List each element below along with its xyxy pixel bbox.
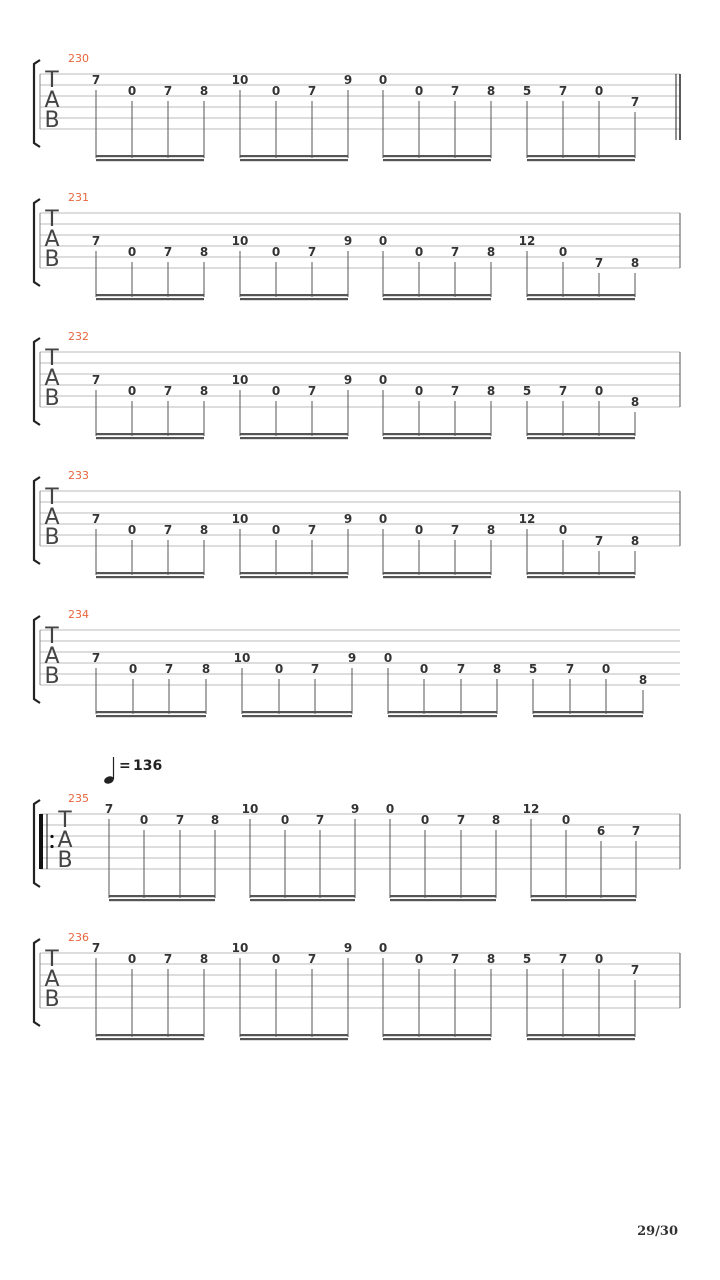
measure-number: 230 (68, 52, 89, 65)
fret-number: 9 (343, 373, 353, 387)
fret-number: 7 (91, 234, 101, 248)
tab-clef-letter: A (57, 828, 73, 853)
fret-number: 7 (164, 662, 174, 676)
fret-number: 7 (594, 534, 604, 548)
system-bracket (34, 338, 40, 425)
beam-primary (96, 572, 204, 574)
fret-number: 7 (163, 952, 173, 966)
fret-number: 0 (594, 384, 604, 398)
tab-clef-letter: B (44, 108, 60, 133)
beam-secondary (533, 715, 643, 717)
tab-system-232 (34, 330, 680, 439)
fret-number: 5 (528, 662, 538, 676)
beam-secondary (96, 437, 204, 439)
fret-number: 7 (450, 384, 460, 398)
tab-clef-letter: T (58, 808, 72, 833)
fret-number: 9 (343, 941, 353, 955)
tab-clef-letter: T (45, 485, 59, 510)
fret-number: 6 (596, 824, 606, 838)
repeat-thick-bar (39, 814, 43, 869)
beam-primary (383, 1034, 491, 1036)
fret-number: 0 (414, 245, 424, 259)
fret-number: 8 (199, 84, 209, 98)
fret-number: 9 (343, 512, 353, 526)
tempo-equals: = (119, 758, 131, 774)
fret-number: 7 (307, 384, 317, 398)
beam-primary (527, 433, 635, 435)
measure-number: 233 (68, 469, 89, 482)
tab-clef-letter: T (45, 68, 59, 93)
tab-clef-letter: A (44, 227, 60, 252)
fret-number: 0 (127, 952, 137, 966)
fret-number: 7 (104, 802, 114, 816)
beam-secondary (527, 298, 635, 300)
fret-number: 8 (486, 523, 496, 537)
fret-number: 7 (163, 384, 173, 398)
fret-number: 0 (414, 952, 424, 966)
beam-secondary (388, 715, 497, 717)
tab-clef-letter: T (45, 624, 59, 649)
fret-number: 7 (91, 941, 101, 955)
fret-number: 7 (163, 245, 173, 259)
fret-number: 5 (522, 952, 532, 966)
beam-secondary (240, 298, 348, 300)
fret-number: 9 (350, 802, 360, 816)
fret-number: 7 (631, 824, 641, 838)
fret-number: 0 (378, 512, 388, 526)
fret-number: 8 (491, 813, 501, 827)
fret-number: 0 (558, 245, 568, 259)
fret-number: 7 (310, 662, 320, 676)
fret-number: 7 (91, 512, 101, 526)
tab-system-231 (34, 191, 680, 300)
tab-clef-letter: A (44, 88, 60, 113)
fret-number: 0 (378, 73, 388, 87)
fret-number: 7 (450, 245, 460, 259)
fret-number: 8 (486, 84, 496, 98)
beam-secondary (383, 159, 491, 161)
fret-number: 7 (630, 963, 640, 977)
fret-number: 0 (378, 234, 388, 248)
beam-secondary (242, 715, 352, 717)
measure-number: 232 (68, 330, 89, 343)
tab-clef-letter: T (45, 947, 59, 972)
fret-number: 0 (594, 84, 604, 98)
beam-primary (383, 294, 491, 296)
beam-primary (240, 572, 348, 574)
beam-primary (533, 711, 643, 713)
fret-number: 10 (233, 651, 251, 665)
fret-number: 0 (271, 523, 281, 537)
fret-number: 9 (343, 234, 353, 248)
fret-number: 7 (91, 373, 101, 387)
beam-primary (96, 433, 204, 435)
beam-secondary (240, 576, 348, 578)
tab-clef-letter: B (44, 525, 60, 550)
fret-number: 8 (630, 256, 640, 270)
tab-clef-letter: A (44, 366, 60, 391)
measure-number: 235 (68, 792, 89, 805)
beam-primary (527, 294, 635, 296)
beam-secondary (527, 1038, 635, 1040)
fret-number: 8 (199, 245, 209, 259)
measure-number: 231 (68, 191, 89, 204)
fret-number: 7 (450, 84, 460, 98)
tab-system-236 (34, 931, 680, 1040)
fret-number: 7 (594, 256, 604, 270)
fret-number: 9 (347, 651, 357, 665)
beam-primary (250, 895, 355, 897)
fret-number: 0 (414, 84, 424, 98)
system-bracket (34, 199, 40, 286)
beam-secondary (240, 1038, 348, 1040)
fret-number: 7 (91, 651, 101, 665)
beam-secondary (240, 437, 348, 439)
system-bracket (34, 60, 40, 147)
fret-number: 8 (210, 813, 220, 827)
beam-secondary (390, 899, 496, 901)
fret-number: 0 (127, 245, 137, 259)
tab-clef-letter: A (44, 505, 60, 530)
fret-number: 0 (419, 662, 429, 676)
beam-primary (242, 711, 352, 713)
tab-clef-letter: T (45, 207, 59, 232)
fret-number: 7 (450, 952, 460, 966)
tab-clef-letter: T (45, 346, 59, 371)
tab-clef-letter: A (44, 967, 60, 992)
system-bracket (34, 477, 40, 564)
fret-number: 0 (420, 813, 430, 827)
beam-primary (240, 155, 348, 157)
beam-secondary (527, 576, 635, 578)
tab-system-235 (34, 792, 680, 901)
beam-primary (96, 711, 206, 713)
fret-number: 0 (127, 84, 137, 98)
beam-secondary (527, 159, 635, 161)
fret-number: 8 (492, 662, 502, 676)
fret-number: 7 (315, 813, 325, 827)
beam-secondary (96, 298, 204, 300)
beam-primary (240, 1034, 348, 1036)
beam-primary (96, 1034, 204, 1036)
fret-number: 0 (385, 802, 395, 816)
tab-system-230 (34, 52, 680, 161)
tab-clef-letter: B (44, 987, 60, 1012)
fret-number: 10 (231, 941, 249, 955)
fret-number: 12 (518, 234, 536, 248)
fret-number: 0 (127, 384, 137, 398)
system-bracket (34, 939, 40, 1026)
fret-number: 7 (175, 813, 185, 827)
fret-number: 10 (231, 73, 249, 87)
fret-number: 5 (522, 84, 532, 98)
fret-number: 0 (139, 813, 149, 827)
fret-number: 0 (128, 662, 138, 676)
fret-number: 7 (450, 523, 460, 537)
fret-number: 12 (518, 512, 536, 526)
fret-number: 0 (594, 952, 604, 966)
fret-number: 7 (163, 523, 173, 537)
beam-secondary (96, 715, 206, 717)
beam-primary (531, 895, 636, 897)
fret-number: 8 (199, 952, 209, 966)
beam-primary (388, 711, 497, 713)
measure-number: 234 (68, 608, 89, 621)
fret-number: 7 (307, 245, 317, 259)
fret-number: 8 (201, 662, 211, 676)
repeat-dot (50, 835, 53, 838)
fret-number: 7 (565, 662, 575, 676)
fret-number: 10 (231, 512, 249, 526)
tab-clef-letter: B (57, 848, 73, 873)
fret-number: 0 (601, 662, 611, 676)
fret-number: 0 (271, 245, 281, 259)
page-number: 29/30 (637, 1224, 678, 1239)
tab-clef-letter: B (44, 664, 60, 689)
beam-secondary (109, 899, 215, 901)
fret-number: 8 (486, 245, 496, 259)
beam-secondary (527, 437, 635, 439)
fret-number: 10 (231, 373, 249, 387)
beam-primary (527, 155, 635, 157)
fret-number: 0 (127, 523, 137, 537)
tab-clef-letter: B (44, 386, 60, 411)
beam-secondary (531, 899, 636, 901)
fret-number: 5 (522, 384, 532, 398)
fret-number: 8 (486, 384, 496, 398)
fret-number: 8 (486, 952, 496, 966)
fret-number: 7 (91, 73, 101, 87)
fret-number: 7 (307, 952, 317, 966)
beam-primary (390, 895, 496, 897)
tempo-marking (103, 757, 162, 785)
beam-primary (383, 433, 491, 435)
beam-secondary (383, 1038, 491, 1040)
fret-number: 7 (456, 813, 466, 827)
fret-number: 7 (630, 95, 640, 109)
beam-secondary (383, 437, 491, 439)
fret-number: 0 (280, 813, 290, 827)
fret-number: 7 (456, 662, 466, 676)
fret-number: 12 (522, 802, 540, 816)
fret-number: 7 (163, 84, 173, 98)
tab-clef-letter: B (44, 247, 60, 272)
beam-secondary (250, 899, 355, 901)
beam-primary (240, 433, 348, 435)
tab-clef-letter: A (44, 644, 60, 669)
fret-number: 0 (271, 84, 281, 98)
beam-primary (527, 1034, 635, 1036)
fret-number: 10 (241, 802, 259, 816)
beam-primary (383, 155, 491, 157)
beam-secondary (383, 576, 491, 578)
fret-number: 7 (558, 952, 568, 966)
tab-system-233 (34, 469, 680, 578)
beam-primary (527, 572, 635, 574)
fret-number: 8 (199, 523, 209, 537)
fret-number: 10 (231, 234, 249, 248)
fret-number: 0 (271, 952, 281, 966)
measure-number: 236 (68, 931, 89, 944)
fret-number: 0 (271, 384, 281, 398)
tab-system-234 (34, 608, 680, 717)
fret-number: 8 (630, 534, 640, 548)
fret-number: 7 (558, 84, 568, 98)
fret-number: 0 (383, 651, 393, 665)
fret-number: 8 (630, 395, 640, 409)
beam-primary (96, 155, 204, 157)
fret-number: 0 (558, 523, 568, 537)
fret-number: 0 (378, 373, 388, 387)
fret-number: 0 (414, 523, 424, 537)
beam-primary (96, 294, 204, 296)
fret-number: 0 (378, 941, 388, 955)
system-bracket (34, 616, 40, 703)
beam-secondary (96, 159, 204, 161)
beam-primary (109, 895, 215, 897)
systems-layer (34, 52, 680, 1040)
beam-primary (383, 572, 491, 574)
beam-primary (240, 294, 348, 296)
fret-number: 7 (558, 384, 568, 398)
fret-number: 8 (638, 673, 648, 687)
fret-number: 0 (274, 662, 284, 676)
beam-secondary (96, 576, 204, 578)
fret-number: 0 (561, 813, 571, 827)
fret-number: 7 (307, 84, 317, 98)
fret-number: 0 (414, 384, 424, 398)
beam-secondary (240, 159, 348, 161)
beam-secondary (383, 298, 491, 300)
tempo-value: 136 (133, 758, 163, 774)
beam-secondary (96, 1038, 204, 1040)
fret-number: 8 (199, 384, 209, 398)
repeat-dot (50, 845, 53, 848)
fret-number: 7 (307, 523, 317, 537)
fret-number: 9 (343, 73, 353, 87)
